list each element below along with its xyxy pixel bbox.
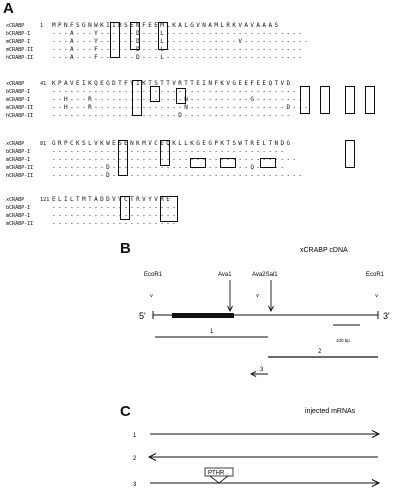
site-label-ava1: Ava1 (218, 272, 232, 278)
mrna-title: injected mRNAs (305, 408, 356, 415)
species-label: mCRABP-II (6, 221, 34, 227)
species-label: mCRABP-I (6, 39, 31, 45)
fragment-2-label: 2 (318, 349, 322, 355)
coding-region (172, 313, 234, 318)
species-label: mCRABP-II (6, 105, 34, 111)
site-tick-ava2: v (256, 293, 260, 299)
species-label: xCRABP (6, 23, 25, 29)
mrna-1-label: 1 (133, 433, 137, 439)
sequence-text: ---------D-------------------------------- (52, 172, 305, 179)
species-label: mCRABP-I (6, 213, 31, 219)
panel-label-c: C (120, 403, 131, 420)
sequence-text: ----------------------------------------- (52, 88, 299, 95)
residue-number: 41 (40, 81, 47, 87)
species-label: hCRABP-II (6, 173, 34, 179)
sequence-text: ---------------------D------------------ (52, 112, 293, 119)
sequence-text: ---A---Y------D---L----------------------- (52, 30, 305, 37)
cdna-map (139, 247, 390, 377)
sequence-text: --------------------- (52, 204, 179, 211)
residue-number: 1 (40, 23, 44, 29)
species-label: bCRABP-I (6, 89, 31, 95)
species-label: mCRABP-II (6, 47, 34, 53)
cdna-title: xCRABP cDNA (300, 247, 348, 254)
sequence-text: KPAVEIKQEGDTFYIKTSTTVRTTEINFKVGEEFEEQTVD (52, 80, 293, 87)
residue-number: 121 (40, 197, 50, 203)
site-tick-ecor1-right: v (375, 293, 379, 299)
species-label: mCRABP-I (6, 157, 31, 163)
scale-label: 100 bp (336, 338, 350, 343)
sequence-text: --H---R---------------N----------------D--- (52, 104, 311, 111)
five-prime-label: 5' (139, 311, 146, 321)
mrna-diagram (133, 408, 379, 488)
site-label-ecor1-right: EcoR1 (366, 272, 385, 278)
species-label: bCRABP-I (6, 149, 31, 155)
pthr-pointer (210, 476, 228, 483)
sequence-text: ----------------------------------------- (52, 156, 299, 163)
mrna-3-label: 3 (133, 482, 137, 488)
panel-label-a: A (3, 0, 14, 17)
sequence-text: ---------D-----------------------Q----- (52, 164, 287, 171)
sequence-text: ---A---F------D---L----------------------- (52, 46, 305, 53)
site-label-ecor1-left: EcoR1 (144, 272, 163, 278)
sequence-text: ELILTMTADDVVCTRVYVRE (52, 196, 173, 203)
species-label: bCRABP-I (6, 205, 31, 211)
site-tick-ecor1-left: v (150, 293, 154, 299)
residue-number: 81 (40, 141, 47, 147)
sequence-text: --------------------- (52, 220, 179, 227)
three-prime-label: 3' (383, 311, 390, 321)
species-label: hCRABP-II (6, 55, 34, 61)
fragment-1-label: 1 (210, 329, 214, 335)
fragment-3-label: 3 (260, 367, 264, 373)
pthr-label: PTHR (208, 470, 225, 477)
sequence-text: MPNFSGNWKIIRSENFEEMLKALGVNAMLRKVAVAAAS (52, 22, 281, 29)
species-label: xCRABP (6, 81, 25, 87)
sequence-text: ---A---Y------D---L------------V----------- (52, 38, 311, 45)
mrna-2-label: 2 (133, 456, 137, 462)
species-label: bCRABP-I (6, 31, 31, 37)
sequence-text: --H---R---------------N----------G-------- (52, 96, 305, 103)
species-label: mCRABP-I (6, 97, 31, 103)
panel-label-b: B (120, 240, 131, 257)
species-label: xCRABP (6, 141, 25, 147)
species-label: xCRABP (6, 197, 25, 203)
site-label-ava2-sal1: Ava2Sal1 (252, 272, 278, 278)
sequence-text: GRPCKSLVKWESENKMVCEQKLLKGEGPKTSWTRELTNDG (52, 140, 293, 147)
species-label: mCRABP-II (6, 165, 34, 171)
sequence-text: --------------------------------------- (52, 148, 287, 155)
sequence-text: --------------------- (52, 212, 179, 219)
species-label: hCRABP-II (6, 113, 34, 119)
sequence-text: ---A---F------D---L----------------------- (52, 54, 305, 61)
